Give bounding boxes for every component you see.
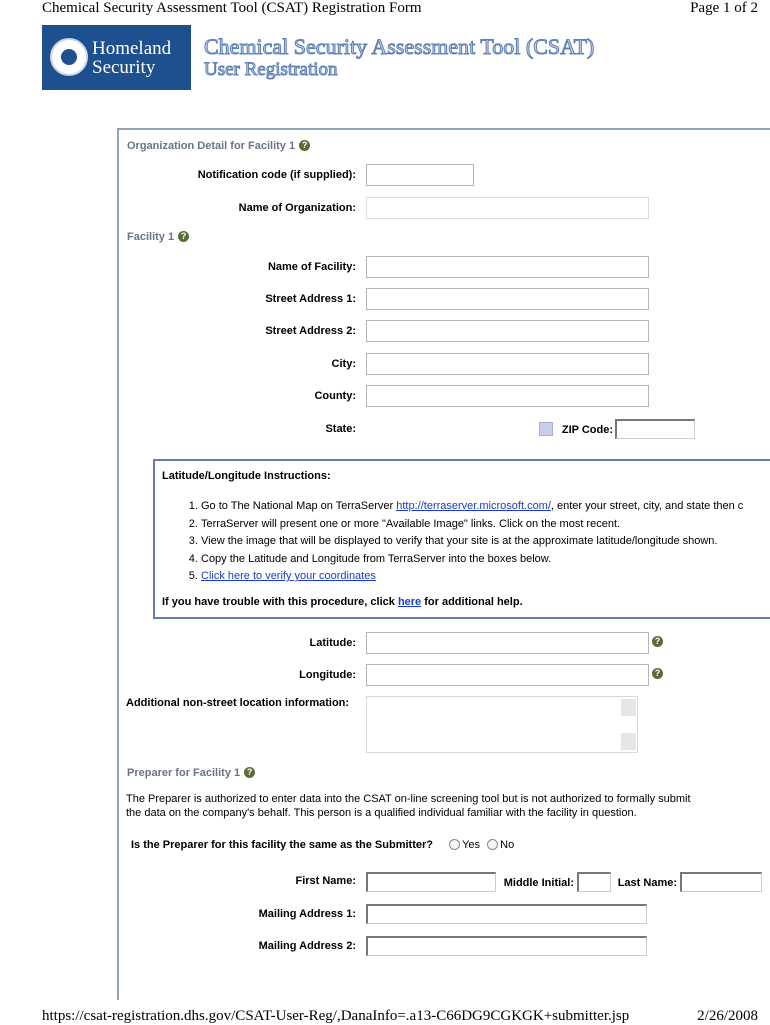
longitude-input[interactable]: [366, 664, 649, 686]
org-name-label: Name of Organization:: [238, 202, 356, 214]
street2-input[interactable]: [366, 320, 649, 342]
city-label: City:: [331, 358, 356, 370]
banner-subtitle: User Registration: [204, 59, 338, 80]
zip-label: ZIP Code:: [561, 424, 613, 436]
street1-label: Street Address 1:: [265, 293, 356, 305]
notification-code-input[interactable]: [366, 164, 474, 186]
zip-input[interactable]: [615, 419, 695, 439]
instruction-step-2: 2. TerraServer will present one or more "Available Image" links. Click on the most recent.: [201, 516, 743, 534]
state-dropdown-button[interactable]: [539, 422, 553, 436]
logo-text: [92, 39, 171, 77]
lat-long-instructions: [153, 459, 770, 619]
help-icon[interactable]: ?: [299, 140, 310, 151]
scrollbar-down[interactable]: [621, 733, 636, 750]
mailing1-input[interactable]: [366, 904, 647, 924]
instruction-step-4: 4. Copy the Latitude and Longitude from TerraServer into the boxes below.: [201, 551, 743, 569]
instruction-step-1: [201, 498, 743, 516]
step1-text-end: , enter your street, city, and state then c: [550, 500, 744, 512]
logo-line1: Homeland: [92, 38, 172, 59]
scrollbar-up[interactable]: [621, 699, 636, 716]
dhs-logo: [42, 25, 191, 90]
state-label: State:: [325, 423, 356, 435]
logo-line2: Security: [92, 57, 156, 78]
latitude-label: Latitude:: [309, 637, 356, 649]
same-question-text: Is the Preparer for this facility the same as the Submitter?: [131, 839, 433, 851]
page-header-title: Chemical Security Assessment Tool (CSAT) Registration Form: [42, 0, 422, 16]
page-footer-url: https://csat-registration.dhs.gov/CSAT-User-Reg/,DanaInfo=.a13-C66DG9CGKGK+submitter.jsp: [42, 1008, 630, 1024]
additional-location-textarea[interactable]: [366, 696, 638, 753]
latitude-help-icon[interactable]: ?: [652, 636, 663, 647]
county-label: County:: [314, 390, 356, 402]
latitude-input[interactable]: [366, 632, 649, 654]
no-radio[interactable]: [487, 839, 498, 850]
dhs-seal-icon: [50, 38, 88, 76]
city-input[interactable]: [366, 353, 649, 375]
org-section-title: Organization Detail for Facility 1: [127, 140, 296, 152]
street2-label: Street Address 2:: [265, 325, 356, 337]
last-name-label: Last Name:: [617, 877, 677, 889]
street1-input[interactable]: [366, 288, 649, 310]
preparer-description-line1: The Preparer is authorized to enter data into the CSAT on-line screening tool but is not authorized to formally submit: [126, 793, 691, 805]
notification-code-label: Notification code (if supplied):: [197, 169, 356, 181]
mailing2-label: Mailing Address 2:: [258, 940, 356, 952]
help-here-link[interactable]: here: [397, 596, 422, 608]
preparer-description: [126, 792, 766, 820]
banner-title: Chemical Security Assessment Tool (CSAT): [204, 34, 595, 59]
county-input[interactable]: [366, 385, 649, 407]
org-name-input[interactable]: [366, 197, 649, 219]
instructions-list: [179, 498, 743, 586]
instruction-step-5: [201, 568, 743, 586]
terraserver-link[interactable]: http://terraserver.microsoft.com/: [396, 500, 551, 512]
instruction-step-3: 3. View the image that will be displayed to verify that your site is at the approximate latitude/longitude shown.: [201, 533, 743, 551]
last-name-input[interactable]: [680, 872, 762, 892]
facility-section-heading: [127, 231, 189, 243]
mailing1-label: Mailing Address 1:: [258, 908, 356, 920]
help-icon[interactable]: ?: [178, 231, 189, 242]
org-section-heading: [127, 140, 310, 152]
additional-location-label: Additional non-street location information:: [126, 697, 350, 709]
facility-name-input[interactable]: [366, 256, 649, 278]
facility-name-label: Name of Facility:: [267, 261, 356, 273]
trouble-text-end: for additional help.: [421, 596, 523, 608]
page-footer-date: 2/26/2008: [697, 1008, 758, 1024]
preparer-description-line2: the data on the company's behalf. This person is a qualified individual familiar with the facility in question.: [126, 807, 637, 819]
state-select[interactable]: [366, 418, 538, 440]
yes-radio[interactable]: [449, 839, 460, 850]
longitude-label: Longitude:: [299, 669, 356, 681]
first-name-input[interactable]: [366, 872, 496, 892]
mailing2-input[interactable]: [366, 936, 647, 956]
trouble-text: If you have trouble with this procedure, click: [162, 596, 398, 608]
preparer-section-title: Preparer for Facility 1: [127, 767, 241, 779]
preparer-same-question: [131, 839, 514, 851]
no-label: No: [500, 839, 515, 851]
help-icon[interactable]: ?: [244, 767, 255, 778]
middle-initial-label: Middle Initial:: [503, 877, 574, 889]
yes-label: Yes: [462, 839, 481, 851]
middle-initial-input[interactable]: [577, 872, 611, 892]
facility-section-title: Facility 1: [127, 231, 175, 243]
preparer-section-heading: [127, 767, 255, 779]
first-name-label: First Name:: [295, 875, 356, 887]
page-number: Page 1 of 2: [690, 0, 758, 16]
instructions-heading: Latitude/Longitude Instructions:: [162, 470, 331, 482]
step1-text: Go to The National Map on TerraServer: [201, 500, 397, 512]
longitude-help-icon[interactable]: ?: [652, 668, 663, 679]
trouble-help-text: [162, 596, 523, 608]
verify-coordinates-link[interactable]: Click here to verify your coordinates: [201, 570, 376, 582]
